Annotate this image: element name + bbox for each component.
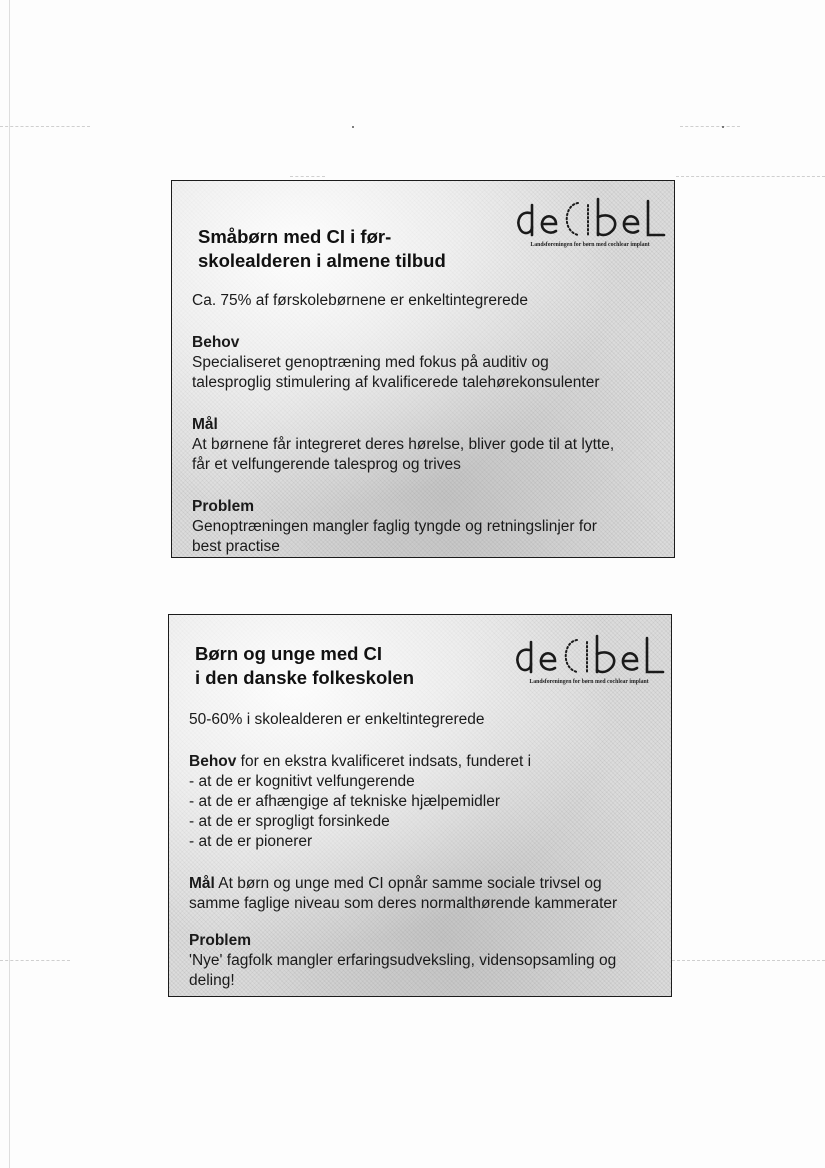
scan-artifact bbox=[680, 126, 740, 127]
maal-line: får et velfungerende talesprog og trives bbox=[192, 456, 461, 473]
behov-text: for en ekstra kvalificeret indsats, funderet i bbox=[236, 753, 532, 770]
behov-bullet: - at de er sprogligt forsinkede bbox=[189, 813, 390, 830]
behov-bullet: - at de er pionerer bbox=[189, 833, 313, 850]
maal-section bbox=[189, 874, 659, 914]
title-line: skolealderen i almene tilbud bbox=[198, 250, 446, 271]
intro-text: Ca. 75% af førskolebørnene er enkeltintegrerede bbox=[192, 292, 529, 309]
logo-tagline: Landsforeningen for børn med cochlear implant bbox=[530, 242, 650, 248]
behov-bullet: - at de er kognitivt velfungerende bbox=[189, 773, 415, 790]
intro-text: 50-60% i skolealderen er enkeltintegrerede bbox=[189, 711, 485, 728]
decibel-logo bbox=[507, 628, 667, 690]
behov-line: talesproglig stimulering af kvalificerede talehørekonsulenter bbox=[192, 374, 600, 391]
decibel-wordmark-icon bbox=[507, 628, 667, 678]
slide-title bbox=[195, 642, 475, 690]
slide-body bbox=[189, 710, 659, 991]
title-line: Børn og unge med CI bbox=[195, 643, 383, 664]
problem-section bbox=[192, 497, 662, 557]
maal-line: At børnene får integreret deres hørelse, bliver gode til at lytte, bbox=[192, 436, 615, 453]
problem-line: 'Nye' fagfolk mangler erfaringsudveksling, vidensopsamling og bbox=[189, 952, 617, 969]
behov-section bbox=[192, 333, 662, 393]
scan-edge-line bbox=[9, 0, 10, 1168]
maal-section bbox=[192, 415, 662, 475]
maal-line: samme faglige niveau som deres normalthørende kammerater bbox=[189, 895, 618, 912]
problem-heading: Problem bbox=[189, 932, 252, 949]
scan-artifact bbox=[0, 960, 70, 961]
maal-text: At børn og unge med CI opnår samme sociale trivsel og bbox=[214, 875, 602, 892]
problem-section bbox=[189, 931, 659, 991]
slide-preschool bbox=[171, 180, 675, 558]
slide-title bbox=[198, 225, 478, 273]
scan-speck bbox=[722, 126, 724, 128]
scan-artifact bbox=[290, 176, 325, 177]
behov-section bbox=[189, 752, 659, 852]
decibel-logo bbox=[508, 191, 668, 253]
maal-heading: Mål bbox=[192, 416, 218, 433]
problem-line: deling! bbox=[189, 972, 235, 989]
maal-heading: Mål bbox=[189, 875, 215, 892]
problem-heading: Problem bbox=[192, 498, 255, 515]
scan-artifact bbox=[0, 126, 90, 127]
behov-line: Specialiseret genoptræning med fokus på auditiv og bbox=[192, 354, 549, 371]
problem-line: Genoptræningen mangler faglig tyngde og retningslinjer for bbox=[192, 518, 597, 535]
scan-artifact bbox=[672, 960, 825, 961]
decibel-wordmark-icon bbox=[508, 191, 668, 241]
behov-heading: Behov bbox=[189, 753, 237, 770]
scan-speck bbox=[352, 126, 354, 128]
logo-tagline: Landsforeningen for børn med cochlear implant bbox=[529, 679, 649, 685]
title-line: i den danske folkeskolen bbox=[195, 667, 414, 688]
behov-heading: Behov bbox=[192, 334, 240, 351]
problem-line: best practise bbox=[192, 538, 280, 555]
title-line: Småbørn med CI i før- bbox=[198, 226, 392, 247]
slide-body bbox=[192, 291, 662, 557]
behov-bullet: - at de er afhængige af tekniske hjælpemidler bbox=[189, 793, 501, 810]
scan-artifact bbox=[676, 176, 825, 177]
slide-school bbox=[168, 614, 672, 997]
